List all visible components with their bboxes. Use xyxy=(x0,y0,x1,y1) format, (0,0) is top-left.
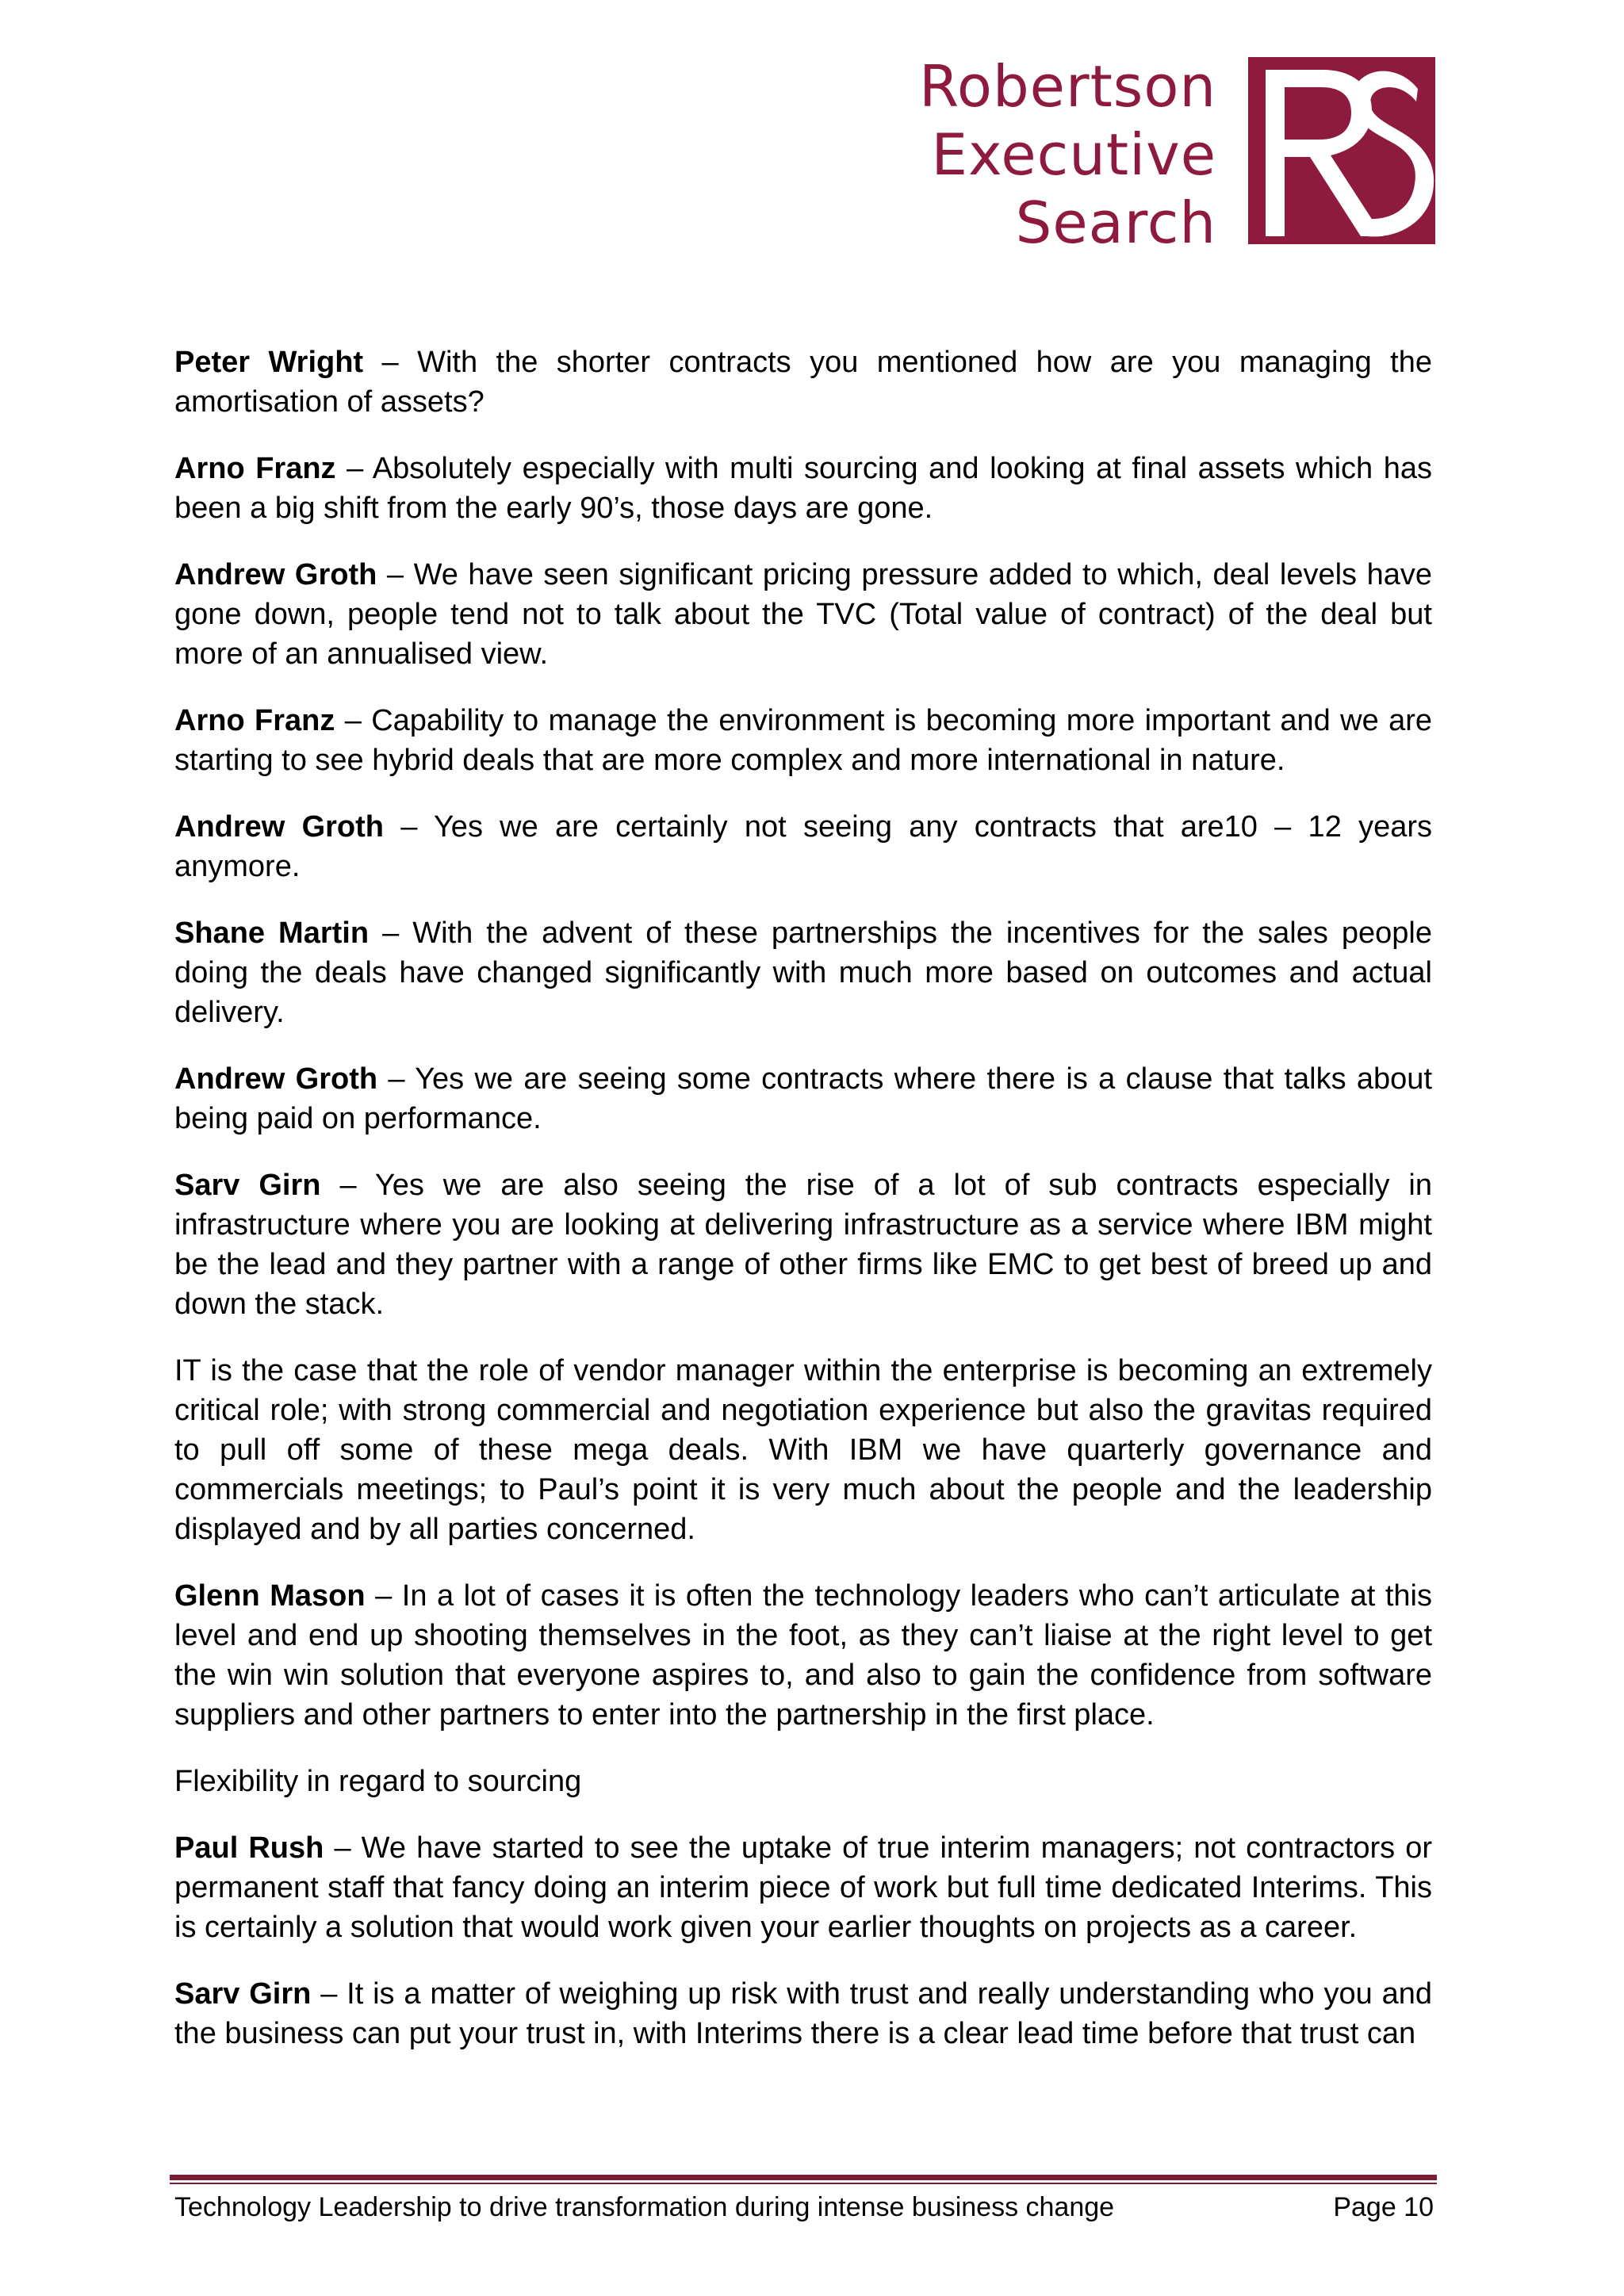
rs-monogram-icon xyxy=(1248,57,1435,244)
speaker-name: Andrew Groth xyxy=(174,558,377,591)
paragraph-text: – Capability to manage the environment is becoming more important and we are starting to see hybrid deals that are more complex and more international in nature. xyxy=(174,704,1432,777)
paragraph-text: – We have started to see the uptake of true interim managers; not contractors or permanent staff that fancy doing an interim piece of work but full time dedicated Interims. This is certainly a solution that would work given your earlier thoughts on projects as a career. xyxy=(174,1831,1433,1944)
section-heading xyxy=(174,1762,1432,1801)
paragraph-6 xyxy=(174,913,1432,1032)
speaker-name: Andrew Groth xyxy=(174,810,385,844)
paragraph-7 xyxy=(174,1059,1432,1138)
paragraph-text: – With the shorter contracts you mentioned how are you managing the amortisation of assets? xyxy=(174,346,1433,419)
paragraph-text: – We have seen significant pricing pressure added to which, deal levels have gone down, people tend not to talk about the TVC (Total value of contract) of the deal but more of an annualised view. xyxy=(174,558,1432,671)
footer-divider xyxy=(170,2175,1437,2180)
speaker-name: Andrew Groth xyxy=(174,1062,378,1096)
paragraph-text: – With the advent of these partnerships the incentives for the sales people doing the deals have changed significantly with much more based on outcomes and actual delivery. xyxy=(174,916,1432,1029)
speaker-name: Sarv Girn xyxy=(174,1169,321,1202)
speaker-name: Shane Martin xyxy=(174,916,370,950)
paragraph-text: IT is the case that the role of vendor manager within the enterprise is becoming an extremely critical role; with strong commercial and negotiation experience but also the gravitas required to pull off some of these mega deals. With IBM we have quarterly governance and commercials meetings; to Paul’s point it is very much about the people and the leadership displayed and by all parties concerned. xyxy=(174,1354,1432,1546)
speaker-name: Arno Franz xyxy=(174,452,336,485)
paragraph-8 xyxy=(174,1165,1432,1324)
speaker-name: Sarv Girn xyxy=(174,1977,312,2011)
paragraph-text: – Yes we are certainly not seeing any contracts that are10 – 12 years anymore. xyxy=(174,810,1432,883)
footer-divider-thin xyxy=(170,2183,1437,2184)
logo-line-3: Search xyxy=(1015,189,1216,256)
speaker-name: Peter Wright xyxy=(174,346,364,379)
logo-wordmark xyxy=(919,52,1216,257)
paragraph-text: – Absolutely especially with multi sourcing and looking at final assets which has been a big shift from the early 90’s, those days are gone. xyxy=(174,452,1432,525)
paragraph-text: – It is a matter of weighing up risk with trust and really understanding who you and the business can put your trust in, with Interims there is a clear lead time before that trust can xyxy=(174,1977,1432,2050)
speaker-name: Paul Rush xyxy=(174,1831,324,1865)
paragraph-10 xyxy=(174,1576,1432,1735)
paragraph-3 xyxy=(174,555,1432,674)
transcript-body xyxy=(174,342,1432,2080)
paragraph-2 xyxy=(174,449,1432,528)
paragraph-5 xyxy=(174,807,1432,886)
company-logo xyxy=(919,52,1435,256)
logo-line-1: Robertson xyxy=(919,53,1216,120)
paragraph-13 xyxy=(174,1974,1432,2053)
paragraph-text: – In a lot of cases it is often the technology leaders who can’t articulate at this level and end up shooting themselves in the foot, as they can’t liaise at the right level to get the win win solution that everyone aspires to, and also to gain the confidence from software suppliers and other partners to enter into the partnership in the first place. xyxy=(174,1579,1432,1732)
speaker-name: Glenn Mason xyxy=(174,1579,366,1613)
paragraph-text: – Yes we are also seeing the rise of a lot of sub contracts especially in infrastructure where you are looking at delivering infrastructure as a service where IBM might be the lead and they partner with a range of other firms like EMC to get best of breed up and down the stack. xyxy=(174,1169,1432,1321)
footer-page-number: Page 10 xyxy=(1333,2192,1434,2222)
logo-line-2: Executive xyxy=(931,121,1216,188)
paragraph-text: Flexibility in regard to sourcing xyxy=(174,1765,582,1798)
paragraph-1 xyxy=(174,342,1432,422)
paragraph-4 xyxy=(174,701,1432,780)
paragraph-9 xyxy=(174,1351,1432,1549)
paragraph-12 xyxy=(174,1828,1432,1947)
footer-document-title: Technology Leadership to drive transformation during intense business change xyxy=(174,2192,1115,2222)
speaker-name: Arno Franz xyxy=(174,704,335,737)
paragraph-text: – Yes we are seeing some contracts where there is a clause that talks about being paid on performance. xyxy=(174,1062,1433,1135)
